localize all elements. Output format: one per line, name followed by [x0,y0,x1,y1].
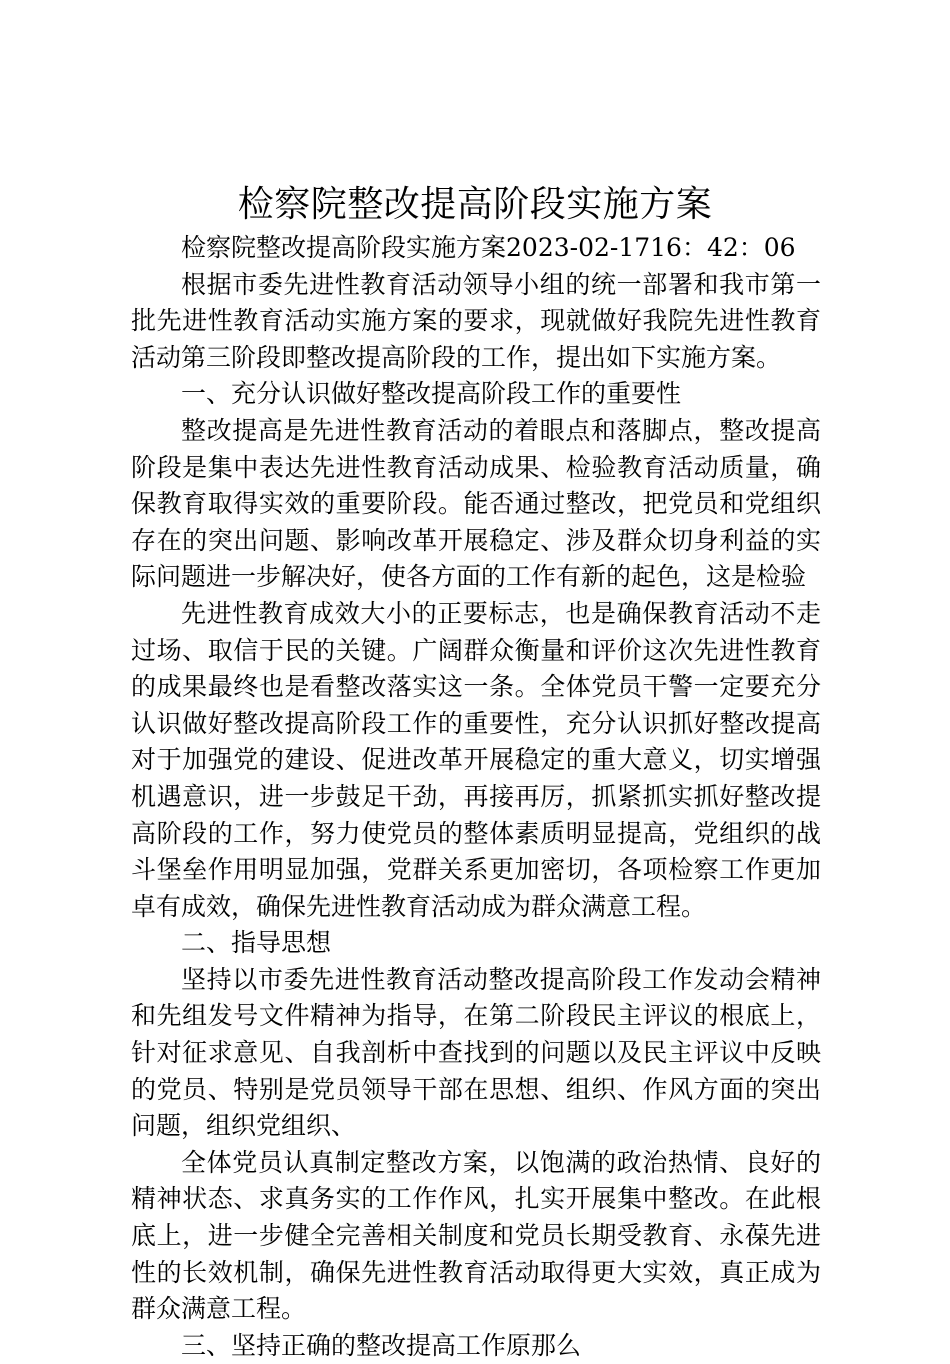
document-title: 检察院整改提高阶段实施方案 [237,184,713,225]
paragraph-importance-cont: 先进性教育成效大小的正要标志，也是确保教育活动不走过场、取信于民的关键。广阔群众衡量和评价这次先进性教育的成果最终也是看整改落实这一条。全体党员干警一定要充分认识做好整改提高阶段工作的重要性，充分认识抓好整改提高对于加强党的建设、促进改革开展稳定的重大意义，切实增强机遇意识，进一步鼓足干劲，再接再厉，抓紧抓实抓好整改提高阶段的工作，努力使党员的整体素质明显提高，党组织的战斗堡垒作用明显加强，党群关系更加密切，各项检察工作更加卓有成效，确保先进性教育活动成为群众满意工程。 [131,598,821,921]
section-heading-3: 三、坚持正确的整改提高工作原那么 [181,1330,582,1360]
paragraph-guiding-thought: 坚持以市委先进性教育活动整改提高阶段工作发动会精神和先组发号文件精神为指导，在第二阶段民主评议的根底上，针对征求意见、自我剖析中查找到的问题以及民主评议中反映的党员、特别是党员领导干部在思想、组织、作风方面的突出问题，组织党组织、 [131,964,821,1141]
section-heading-1: 一、充分认识做好整改提高阶段工作的重要性 [181,379,682,409]
paragraph-intro: 根据市委先进性教育活动领导小组的统一部署和我市第一批先进性教育活动实施方案的要求，现就做好我院先进性教育活动第三阶段即整改提高阶段的工作，提出如下实施方案。 [131,269,821,372]
paragraph-guiding-thought-cont: 全体党员认真制定整改方案，以饱满的政治热情、良好的精神状态、求真务实的工作作风，扎实开展集中整改。在此根底上，进一步健全完善相关制度和党员长期受教育、永葆先进性的长效机制，确保先进性教育活动取得更大实效，真正成为群众满意工程。 [131,1147,821,1324]
dateline: 检察院整改提高阶段实施方案2023-02-1716：42：06 [181,233,796,262]
paragraph-importance: 整改提高是先进性教育活动的着眼点和落脚点，整改提高阶段是集中表达先进性教育活动成果、检验教育活动质量，确保教育取得实效的重要阶段。能否通过整改，把党员和党组织存在的突出问题、影响改革开展稳定、涉及群众切身利益的实际问题进一步解决好，使各方面的工作有新的起色，这是检验 [131,415,821,592]
document-body [131,230,821,1364]
section-heading-2: 二、指导思想 [181,928,332,958]
